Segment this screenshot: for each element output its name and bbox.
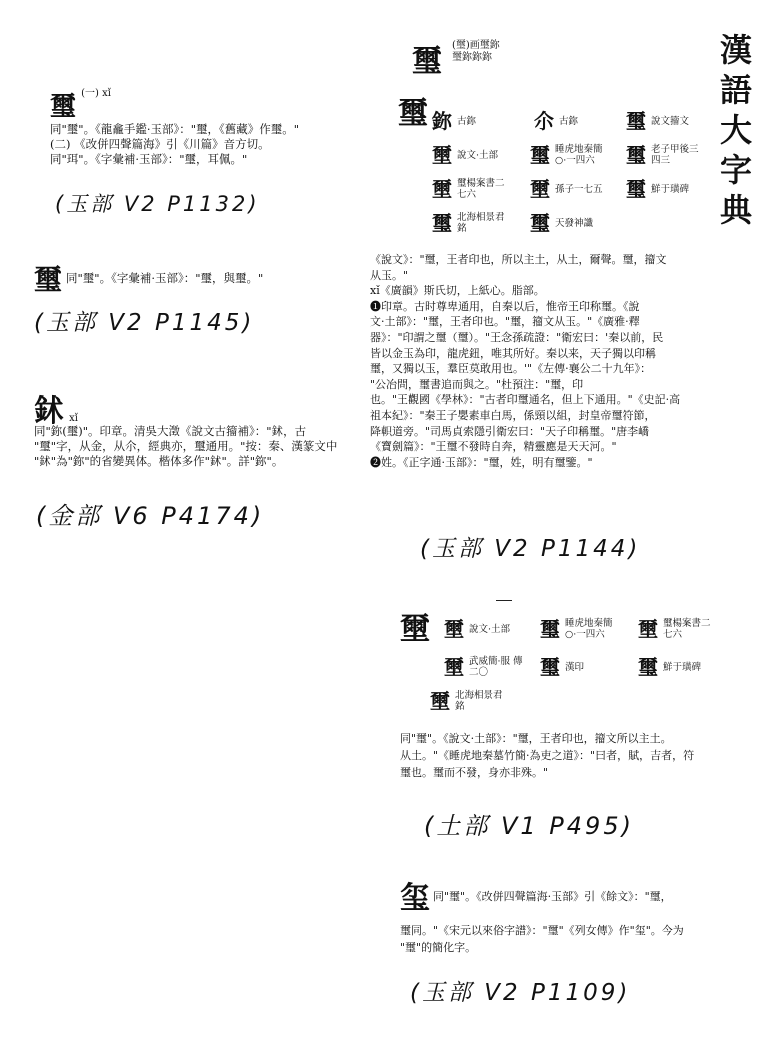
glyph-form: 璽 睡虎地秦簡 ○·一四六: [540, 617, 613, 641]
glyph-form: 壐 北海相景君 銘: [430, 689, 503, 713]
entry-line: 皆以金玉為印，龍虎鈕，唯其所好。秦以来，天子獨以印稱: [370, 346, 656, 360]
glyph-form: 壐 璽楊案書二 七六: [638, 617, 711, 641]
entry-head: 璽: [34, 263, 63, 296]
book-title-char: 漢: [719, 31, 752, 69]
entry-head: 璽: [398, 96, 428, 131]
glyph-form: 璽 北海相景君 銘: [432, 211, 505, 235]
glyph-form: 璽 天發神讖: [530, 211, 594, 235]
entry-line: "璽"的簡化字。: [400, 941, 477, 954]
entry-line: ❷姓。《正字通·玉部》："璽，姓，明有璽鑒。": [370, 455, 593, 469]
entry-head: 玺: [400, 881, 430, 916]
entry-line: 《說文》："璽，王者印也，所以主土，从土，爾聲。璽，籀文: [370, 253, 667, 266]
entry-line: 器》："印謂之璽（璽）。"王念孫疏證："衛宏曰：'秦以前，民: [370, 330, 664, 344]
entry-line: 文·土部》："璽，王者印也。"璽，籀文从玉。"《廣雅·釋: [370, 315, 640, 329]
entry-f-body: [400, 922, 684, 956]
handwritten-note: (玉部 V2 P1144): [420, 536, 641, 562]
entry-line: 也。"王觀國《學林》："古者印璽通名，但上下通用。"《史記·高: [370, 393, 681, 407]
variant-forms: (璽)画璽鉨: [452, 40, 500, 51]
glyph-form: 壐 說文·土部: [444, 617, 511, 641]
glyph-form: 壐 武威簡·服 傳二〇: [444, 655, 523, 679]
entry-line: 同"鉨(璽)"。印章。清吳大澂《說文古籀補》："鉥，古: [34, 424, 307, 438]
entry-line: 从玉。": [370, 268, 409, 282]
glyph-form: 尒 古鉨: [534, 109, 579, 133]
entry-reading: xǐ: [69, 413, 78, 424]
entry-line: 璽也。璽而不發，身亦非殊。": [400, 766, 549, 779]
entry-f: [400, 881, 672, 916]
entry-reading: (一) xǐ: [81, 88, 111, 99]
entry-line: "鉥"為"鉨"的省變異体。楷体多作"鉥"。詳"鉨"。: [34, 454, 284, 468]
handwritten-note: (土部 V1 P495): [424, 812, 634, 840]
entry-head: 鉥: [34, 394, 64, 429]
book-title: [716, 30, 756, 230]
entry-head: 壐: [400, 612, 430, 647]
handwritten-note: (玉部 V2 P1132): [55, 192, 260, 216]
entry-line: 从土。"《睡虎地秦墓竹簡·為吏之道》："曰者，賦，吉者，符: [400, 749, 695, 762]
handwritten-note: (玉部 V2 P1145): [34, 310, 255, 336]
entry-line: ❶印章。古时尊卑通用，自秦以后，惟帝王印称璽。《說: [370, 299, 640, 313]
entry-line: "公冶問，璽書追而與之。"杜預注："璽，印: [370, 377, 584, 391]
entry-line: 同"璽"。《說文·土部》："璽，王者印也，籀文所以主土。: [400, 732, 672, 745]
entry-line: 同"璽"。《字彙補·玉部》："璽，與璽。": [66, 270, 264, 285]
entry-line: (二) 《改併四聲篇海》引《川篇》音方切。: [50, 137, 270, 151]
glyph-form: 璽 鮮于璜碑: [638, 655, 702, 679]
book-title-char: 語: [719, 71, 752, 109]
entry-line: 《寶劍篇》："王璽不發時自奔，精靈應是天天河。": [370, 440, 617, 454]
entry-c-body: [34, 424, 337, 469]
entry-d-body: [370, 252, 680, 470]
entry-head: 璽: [50, 92, 77, 122]
book-title-char: 典: [719, 191, 752, 229]
glyph-form: 壐 孫子一七五: [530, 177, 603, 201]
entry-e-body: [400, 730, 694, 781]
divider: [496, 600, 512, 601]
book-title-char: 字: [719, 151, 752, 189]
glyph-form: 鉨 古鉨: [432, 109, 477, 133]
entry-d-top-forms: [452, 40, 500, 64]
handwritten-note: (玉部 V2 P1109): [410, 980, 631, 1006]
entry-line: 同"璽"。《改併四聲篇海·玉部》引《餘文》："璽，: [433, 890, 672, 903]
handwritten-note: (金部 V6 P4174): [36, 502, 265, 530]
glyph-form: 璽 說文籀文: [626, 109, 690, 133]
entry-line: 璽，又獨以玉，羣臣莫敢用也。'"《左傳·襄公二十九年》：: [370, 362, 652, 376]
entry-line: 璽同。"《宋元以來俗字譜》："璽"《列女傳》作"玺"。今为: [400, 924, 684, 937]
entry-line: 同"璽"。《龍龕手鑑·玉部》："璽，《舊藏》作璽。": [50, 122, 300, 136]
glyph-form: 壐 說文·土部: [432, 143, 499, 167]
entry-line: 祖本紀》："秦王子嬰素車白馬，係頸以組，封皇帝璽符節，: [370, 408, 656, 422]
variant-forms: 璽鉨鉨鉨: [452, 52, 492, 63]
glyph-form: 壐 璽楊案書二 七六: [432, 177, 505, 201]
glyph-form: 璽 漢印: [540, 655, 585, 679]
entry-a-body: [50, 122, 299, 167]
glyph-form: 璽 老子甲後三 四三: [626, 143, 699, 167]
entry-head: 璽: [412, 44, 442, 79]
entry-line: "璽"字，从金，从尒，經典亦，璽通用。"按：秦、漢篆文中: [34, 439, 338, 453]
glyph-form: 璽 鮮于璜碑: [626, 177, 690, 201]
entry-line: 降軹道旁。"司馬貞索隱引衛宏曰："天子印稱璽。"唐李嶠: [370, 424, 650, 438]
book-title-char: 大: [719, 111, 752, 149]
entry-line: xǐ《廣韻》斯氏切，上紙心。脂部。: [370, 284, 545, 298]
glyph-form: 璽 睡虎地秦簡 ○·一四六: [530, 143, 603, 167]
entry-a: [50, 86, 111, 123]
entry-b: [34, 258, 263, 298]
entry-line: 同"珥"。《字彙補·玉部》："璽，耳佩。": [50, 152, 248, 166]
